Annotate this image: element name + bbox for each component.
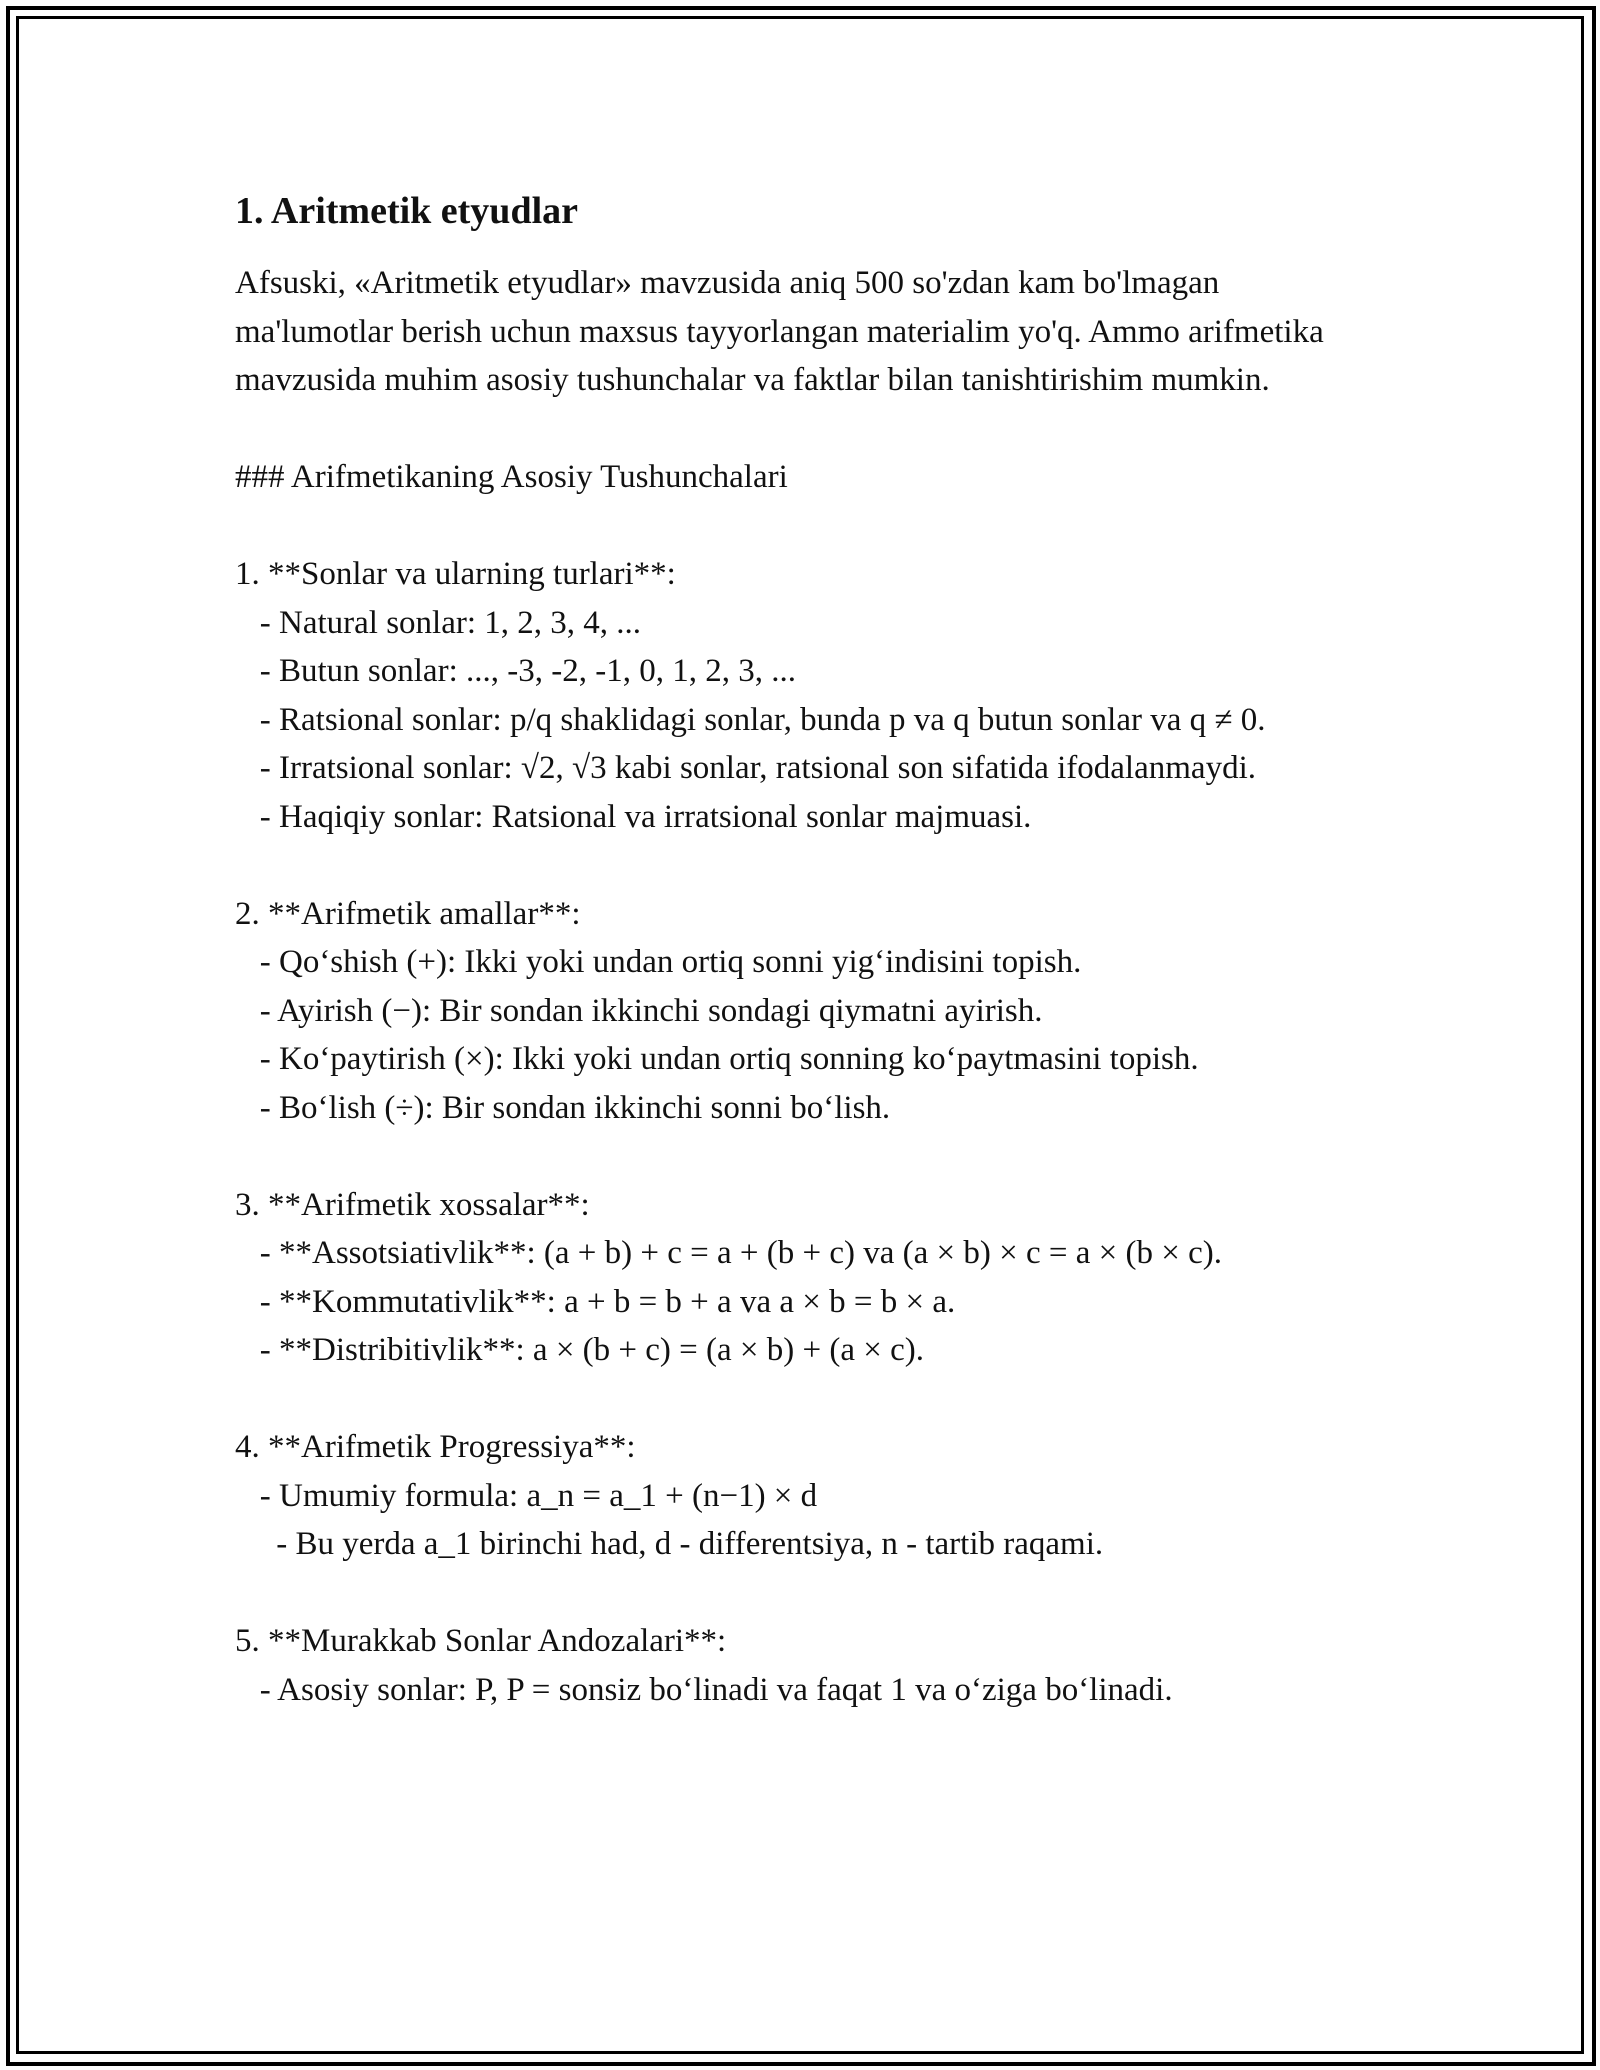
spacer <box>235 841 1365 890</box>
document-page <box>235 186 1365 1714</box>
document-title: 1. Aritmetik etyudlar <box>235 190 579 232</box>
list-item: - **Assotsiativlik**: (a + b) + c = a + (b + c) va (a × b) × c = a × (b × c). <box>235 1235 1223 1271</box>
list-item: - Ayirish (−): Bir sondan ikkinchi sondagi qiymatni ayirish. <box>235 992 1043 1029</box>
spacer <box>235 502 1365 551</box>
spacer <box>235 1375 1365 1424</box>
list-item: - **Kommutativlik**: a + b = b + a va a × b = b × a. <box>235 1283 956 1320</box>
section-heading: 1. **Sonlar va ularning turlari**: <box>235 556 676 592</box>
intro-paragraph: Afsuski, «Aritmetik etyudlar» mavzusida aniq 500 so'zdan kam bo'lmagan ma'lumotlar berish uchun maxsus tayyorlangan materialim yo'q. Ammo arifmetika mavzusida muhim asosiy tushunchalar va faktlar bilan tanishtirishim mumkin. <box>235 265 1332 398</box>
list-item: - Bu yerda a_1 birinchi had, d - differentsiya, n - tartib raqami. <box>235 1526 1104 1562</box>
spacer <box>235 1569 1365 1618</box>
list-item: - Irratsional sonlar: √2, √3 kabi sonlar, ratsional son sifatida ifodalanmaydi. <box>235 750 1256 786</box>
list-item: - Asosiy sonlar: P, P = sonsiz bo‘linadi va faqat 1 va o‘ziga bo‘linadi. <box>235 1671 1173 1708</box>
spacer <box>235 405 1365 454</box>
section-heading: 2. **Arifmetik amallar**: <box>235 895 581 932</box>
list-item: - **Distribitivlik**: a × (b + c) = (a × b) + (a × c). <box>235 1332 925 1368</box>
section-heading: 3. **Arifmetik xossalar**: <box>235 1186 590 1223</box>
list-item: - Bo‘lish (÷): Bir sondan ikkinchi sonni bo‘lish. <box>235 1089 891 1126</box>
list-item: - Qo‘shish (+): Ikki yoki undan ortiq sonni yig‘indisini topish. <box>235 944 1082 980</box>
list-item: - Ratsional sonlar: p/q shaklidagi sonlar, bunda p va q butun sonlar va q ≠ 0. <box>235 701 1266 738</box>
section-heading: 5. **Murakkab Sonlar Andozalari**: <box>235 1623 727 1659</box>
spacer <box>235 1132 1365 1181</box>
list-item: - Haqiqiy sonlar: Ratsional va irratsional sonlar majmuasi. <box>235 798 1032 835</box>
subheading: ### Arifmetikaning Asosiy Tushunchalari <box>235 459 788 495</box>
list-item: - Natural sonlar: 1, 2, 3, 4, ... <box>235 604 642 641</box>
section-heading: 4. **Arifmetik Progressiya**: <box>235 1429 636 1465</box>
list-item: - Butun sonlar: ..., -3, -2, -1, 0, 1, 2, 3, ... <box>235 653 796 689</box>
list-item: - Umumiy formula: a_n = a_1 + (n−1) × d <box>235 1477 818 1514</box>
list-item: - Ko‘paytirish (×): Ikki yoki undan ortiq sonning ko‘paytmasini topish. <box>235 1041 1199 1077</box>
